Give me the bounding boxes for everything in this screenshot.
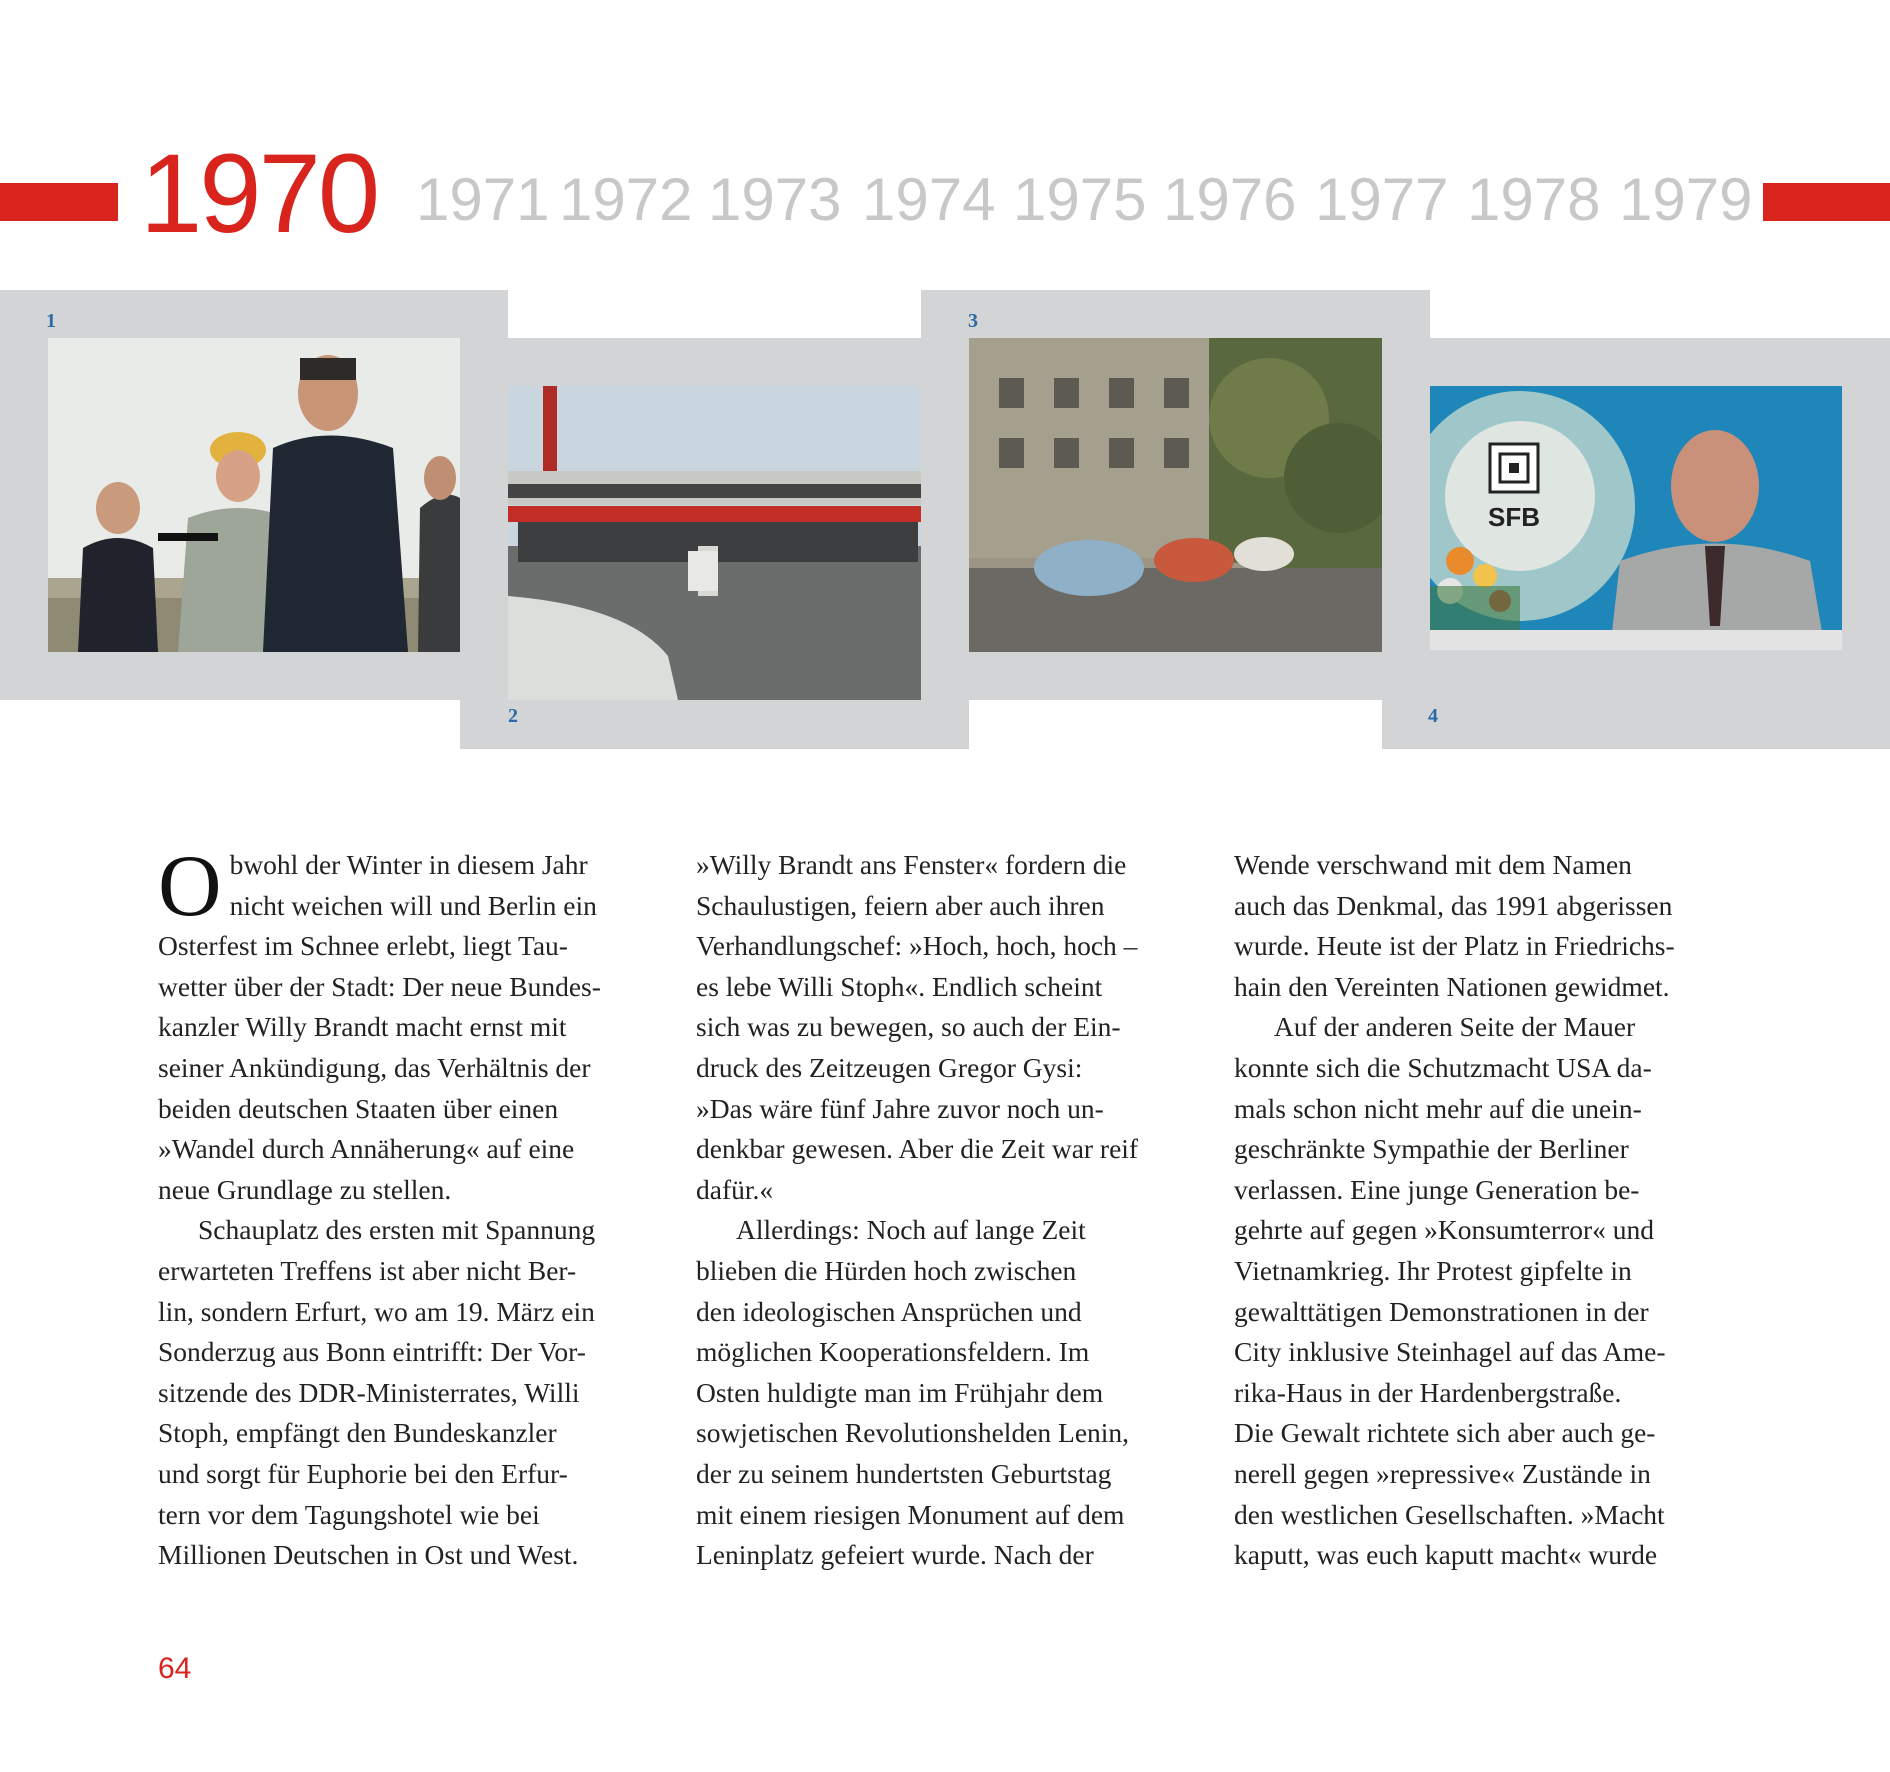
- text-line: erwarteten Treffens ist aber nicht Ber-: [158, 1254, 577, 1286]
- text-line: denkbar gewesen. Aber die Zeit war reif: [696, 1133, 1139, 1165]
- text-line: nicht weichen will und Berlin ein: [229, 889, 597, 921]
- paragraph: [158, 838, 658, 1210]
- text-line: druck des Zeitzeugen Gregor Gysi:: [696, 1051, 1083, 1083]
- text-line: »Wandel durch Annäherung« auf eine: [158, 1133, 575, 1165]
- text-line: Osten huldigte man im Frühjahr dem: [696, 1376, 1104, 1408]
- text-line: Vietnamkrieg. Ihr Protest gipfelte in: [1234, 1254, 1632, 1286]
- text-line: gehrte auf gegen »Konsumterror« und: [1234, 1214, 1655, 1246]
- paragraph: [158, 1210, 658, 1575]
- text-line: tern vor dem Tagungshotel wie bei: [158, 1498, 540, 1530]
- text-line: Schauplatz des ersten mit Spannung: [198, 1214, 596, 1246]
- photo-4: [1430, 386, 1842, 650]
- year-1971: 1971: [416, 166, 550, 233]
- photo-number-3: 3: [968, 310, 978, 332]
- text-line: Allerdings: Noch auf lange Zeit: [736, 1214, 1086, 1246]
- text-line: möglichen Kooperationsfeldern. Im: [696, 1336, 1090, 1368]
- text-line: auch das Denkmal, das 1991 abgerissen: [1234, 889, 1673, 921]
- text-line: es lebe Willi Stoph«. Endlich scheint: [696, 970, 1103, 1002]
- text-line: rika-Haus in der Hardenbergstraße.: [1234, 1376, 1622, 1408]
- text-line: bwohl der Winter in diesem Jahr: [229, 849, 588, 880]
- text-line: Millionen Deutschen in Ost und West.: [158, 1539, 579, 1571]
- text-line: den ideologischen Ansprüchen und: [696, 1295, 1082, 1327]
- text-line: der zu seinem hundertsten Geburtstag: [696, 1457, 1112, 1489]
- year-1979: 1979: [1619, 166, 1753, 233]
- text-line: Verhandlungschef: »Hoch, hoch, hoch –: [696, 930, 1138, 962]
- text-line: Sonderzug aus Bonn eintrifft: Der Vor-: [158, 1336, 586, 1368]
- text-line: Wende verschwand mit dem Namen: [1234, 849, 1632, 880]
- text-line: Schaulustigen, feiern aber auch ihren: [696, 889, 1105, 921]
- text-line: lin, sondern Erfurt, wo am 19. März ein: [158, 1295, 595, 1327]
- header-bar-right: [1763, 183, 1890, 221]
- text-line: konnte sich die Schutzmacht USA da-: [1234, 1051, 1652, 1083]
- sfb-sign-text: SFB: [1488, 502, 1540, 532]
- photo-number-2: 2: [508, 705, 518, 727]
- text-line: kaputt, was euch kaputt macht« wurde: [1234, 1539, 1658, 1571]
- text-line: wurde. Heute ist der Platz in Friedrichs-: [1234, 930, 1675, 962]
- text-column-1: [158, 838, 658, 1576]
- photo-number-4: 4: [1428, 705, 1438, 727]
- text-line: seiner Ankündigung, das Verhältnis der: [158, 1051, 591, 1083]
- photo-3: [969, 338, 1382, 652]
- text-line: wetter über der Stadt: Der neue Bundes-: [158, 970, 601, 1002]
- text-line: dafür.«: [696, 1173, 774, 1205]
- text-line: Stoph, empfängt den Bundeskanzler: [158, 1417, 557, 1449]
- text-line: blieben die Hürden hoch zwischen: [696, 1254, 1077, 1286]
- year-1976: 1976: [1163, 166, 1297, 233]
- photo-2: [508, 386, 921, 700]
- text-line: beiden deutschen Staaten über einen: [158, 1092, 559, 1124]
- text-line: und sorgt für Euphorie bei den Erfur-: [158, 1457, 568, 1489]
- paragraph: [1234, 845, 1734, 1007]
- drop-cap: O: [158, 838, 222, 935]
- text-line: nerell gegen »repressive« Zustände in: [1234, 1457, 1651, 1489]
- current-year: 1970: [140, 131, 378, 256]
- text-line: mit einem riesigen Monument auf dem: [696, 1498, 1125, 1530]
- text-line: mals schon nicht mehr auf die unein-: [1234, 1092, 1642, 1124]
- text-column-2: [696, 845, 1196, 1576]
- page-number: 64: [158, 1652, 192, 1685]
- text-line: Die Gewalt richtete sich aber auch ge-: [1234, 1417, 1656, 1449]
- year-1974: 1974: [862, 166, 996, 233]
- text-line: sich was zu bewegen, so auch der Ein-: [696, 1011, 1121, 1043]
- text-line: kanzler Willy Brandt macht ernst mit: [158, 1011, 567, 1043]
- text-line: Auf der anderen Seite der Mauer: [1274, 1011, 1636, 1043]
- text-line: City inklusive Steinhagel auf das Ame-: [1234, 1336, 1666, 1368]
- year-1973: 1973: [708, 166, 842, 233]
- text-line: sitzende des DDR-Ministerrates, Willi: [158, 1376, 580, 1408]
- text-line: geschränkte Sympathie der Berliner: [1234, 1133, 1629, 1165]
- photo-number-1: 1: [46, 310, 56, 332]
- photo-1: [48, 338, 460, 652]
- text-line: neue Grundlage zu stellen.: [158, 1173, 452, 1205]
- year-1972: 1972: [559, 166, 693, 233]
- text-line: verlassen. Eine junge Generation be-: [1234, 1173, 1640, 1205]
- text-column-3: [1234, 845, 1734, 1576]
- text-line: »Willy Brandt ans Fenster« fordern die: [696, 849, 1127, 880]
- paragraph: [1234, 1007, 1734, 1575]
- year-1978: 1978: [1467, 166, 1601, 233]
- paragraph: [696, 1210, 1196, 1575]
- text-line: Osterfest im Schnee erlebt, liegt Tau-: [158, 930, 568, 962]
- text-line: sowjetischen Revolutionshelden Lenin,: [696, 1417, 1130, 1449]
- text-line: Leninplatz gefeiert wurde. Nach der: [696, 1539, 1094, 1571]
- text-line: »Das wäre fünf Jahre zuvor noch un-: [696, 1092, 1104, 1124]
- text-line: den westlichen Gesellschaften. »Macht: [1234, 1498, 1665, 1530]
- text-line: gewalttätigen Demonstrationen in der: [1234, 1295, 1649, 1327]
- text-line: hain den Vereinten Nationen gewidmet.: [1234, 970, 1670, 1002]
- year-1975: 1975: [1013, 166, 1147, 233]
- year-1977: 1977: [1315, 166, 1449, 233]
- header-bar-left: [0, 183, 118, 221]
- paragraph: [696, 845, 1196, 1210]
